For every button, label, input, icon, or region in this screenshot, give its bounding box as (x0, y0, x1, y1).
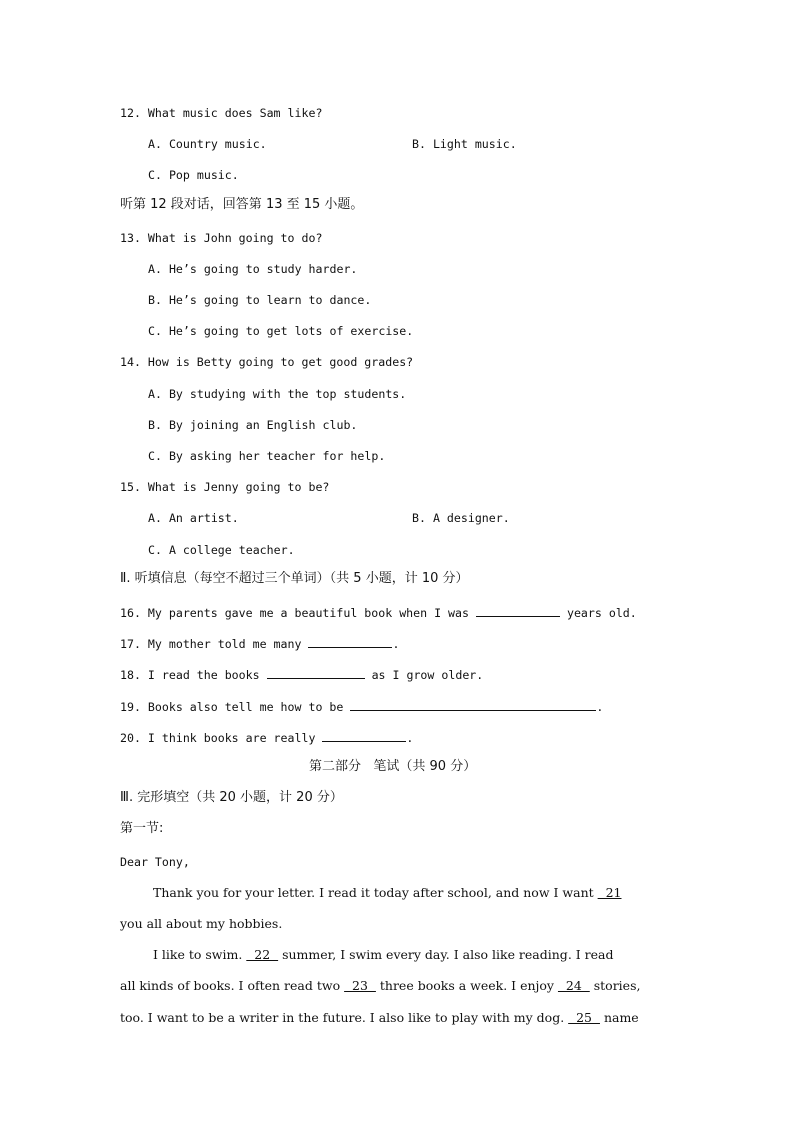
q17 (120, 635, 399, 652)
q20-blank (322, 729, 406, 742)
q14-option-b: B. By joining an English club. (148, 418, 358, 432)
q20-text-before: 20. I think books are really (120, 731, 323, 745)
q12-option-c: C. Pop music. (148, 168, 239, 182)
letter-line-4-text-c: stories, (589, 978, 641, 993)
q18-text-before: 18. I read the books (120, 668, 267, 682)
q19-blank (350, 698, 596, 711)
letter-line-2: you all about my hobbies. (120, 916, 283, 931)
dialog-12-instruction: 听第 12 段对话，回答第 13 至 15 小题。 (120, 197, 364, 212)
q20-text-after: . (406, 731, 414, 745)
letter-line-4 (120, 978, 640, 994)
letter-line-3-text-a: I like to swim. (153, 947, 247, 962)
blank-24: 24 (557, 978, 590, 993)
q14-option-a: A. By studying with the top students. (148, 387, 407, 401)
q19-text-after: . (596, 700, 604, 714)
q15-option-a: A. An artist. (148, 511, 239, 525)
q17-blank (308, 635, 392, 648)
section-2-heading: Ⅱ. 听填信息（每空不超过三个单词）（共 5 小题，计 10 分） (120, 571, 469, 586)
q16-text-before: 16. My parents gave me a beautiful book when I was (120, 606, 476, 620)
q16-text-after: years old. (559, 606, 637, 620)
q13-stem: 13. What is John going to do? (120, 231, 323, 245)
blank-23: 23 (344, 978, 376, 993)
section-1-label: 第一节: (120, 821, 164, 836)
q14-stem: 14. How is Betty going to get good grades? (120, 355, 414, 369)
q13-option-c: C. He’s going to get lots of exercise. (148, 324, 414, 338)
letter-greeting: Dear Tony, (120, 855, 190, 869)
letter-line-1 (153, 885, 621, 901)
q16-blank (476, 604, 560, 617)
q19-text-before: 19. Books also tell me how to be (120, 700, 351, 714)
letter-line-3-text-b: summer, I swim every day. I also like reading. I read (278, 947, 614, 962)
blank-21: 21 (597, 885, 622, 900)
q15-option-c: C. A college teacher. (148, 543, 295, 557)
letter-line-1-text: Thank you for your letter. I read it today after school, and now I want (153, 885, 598, 900)
q13-option-b: B. He’s going to learn to dance. (148, 293, 372, 307)
q13-option-a: A. He’s going to study harder. (148, 262, 358, 276)
letter-line-4-text-a: all kinds of books. I often read two (120, 978, 345, 993)
letter-line-5-text-a: too. I want to be a writer in the future. I also like to play with my dog. (120, 1010, 569, 1025)
q12-stem: 12. What music does Sam like? (120, 106, 323, 120)
q14-option-c: C. By asking her teacher for help. (148, 449, 386, 463)
blank-25: 25 (568, 1010, 600, 1025)
q18-text-after: as I grow older. (364, 668, 484, 682)
letter-line-4-text-b: three books a week. I enjoy (375, 978, 558, 993)
letter-line-5 (120, 1010, 639, 1026)
q15-option-b: B. A designer. (412, 511, 510, 525)
blank-22: 22 (246, 947, 279, 962)
q17-text-after: . (392, 637, 400, 651)
q12-option-b: B. Light music. (412, 137, 517, 151)
q12-option-a: A. Country music. (148, 137, 267, 151)
section-3-heading: Ⅲ. 完形填空（共 20 小题，计 20 分） (120, 790, 343, 805)
letter-line-5-text-b: name (599, 1010, 639, 1025)
q19 (120, 698, 603, 715)
q17-text-before: 17. My mother told me many (120, 637, 309, 651)
q15-stem: 15. What is Jenny going to be? (120, 480, 330, 494)
q18-blank (267, 666, 365, 679)
q16 (120, 604, 637, 621)
q20 (120, 729, 413, 746)
letter-line-3 (153, 947, 614, 963)
part-2-heading: 第二部分 笔试（共 90 分） (309, 759, 477, 774)
q18 (120, 666, 483, 683)
